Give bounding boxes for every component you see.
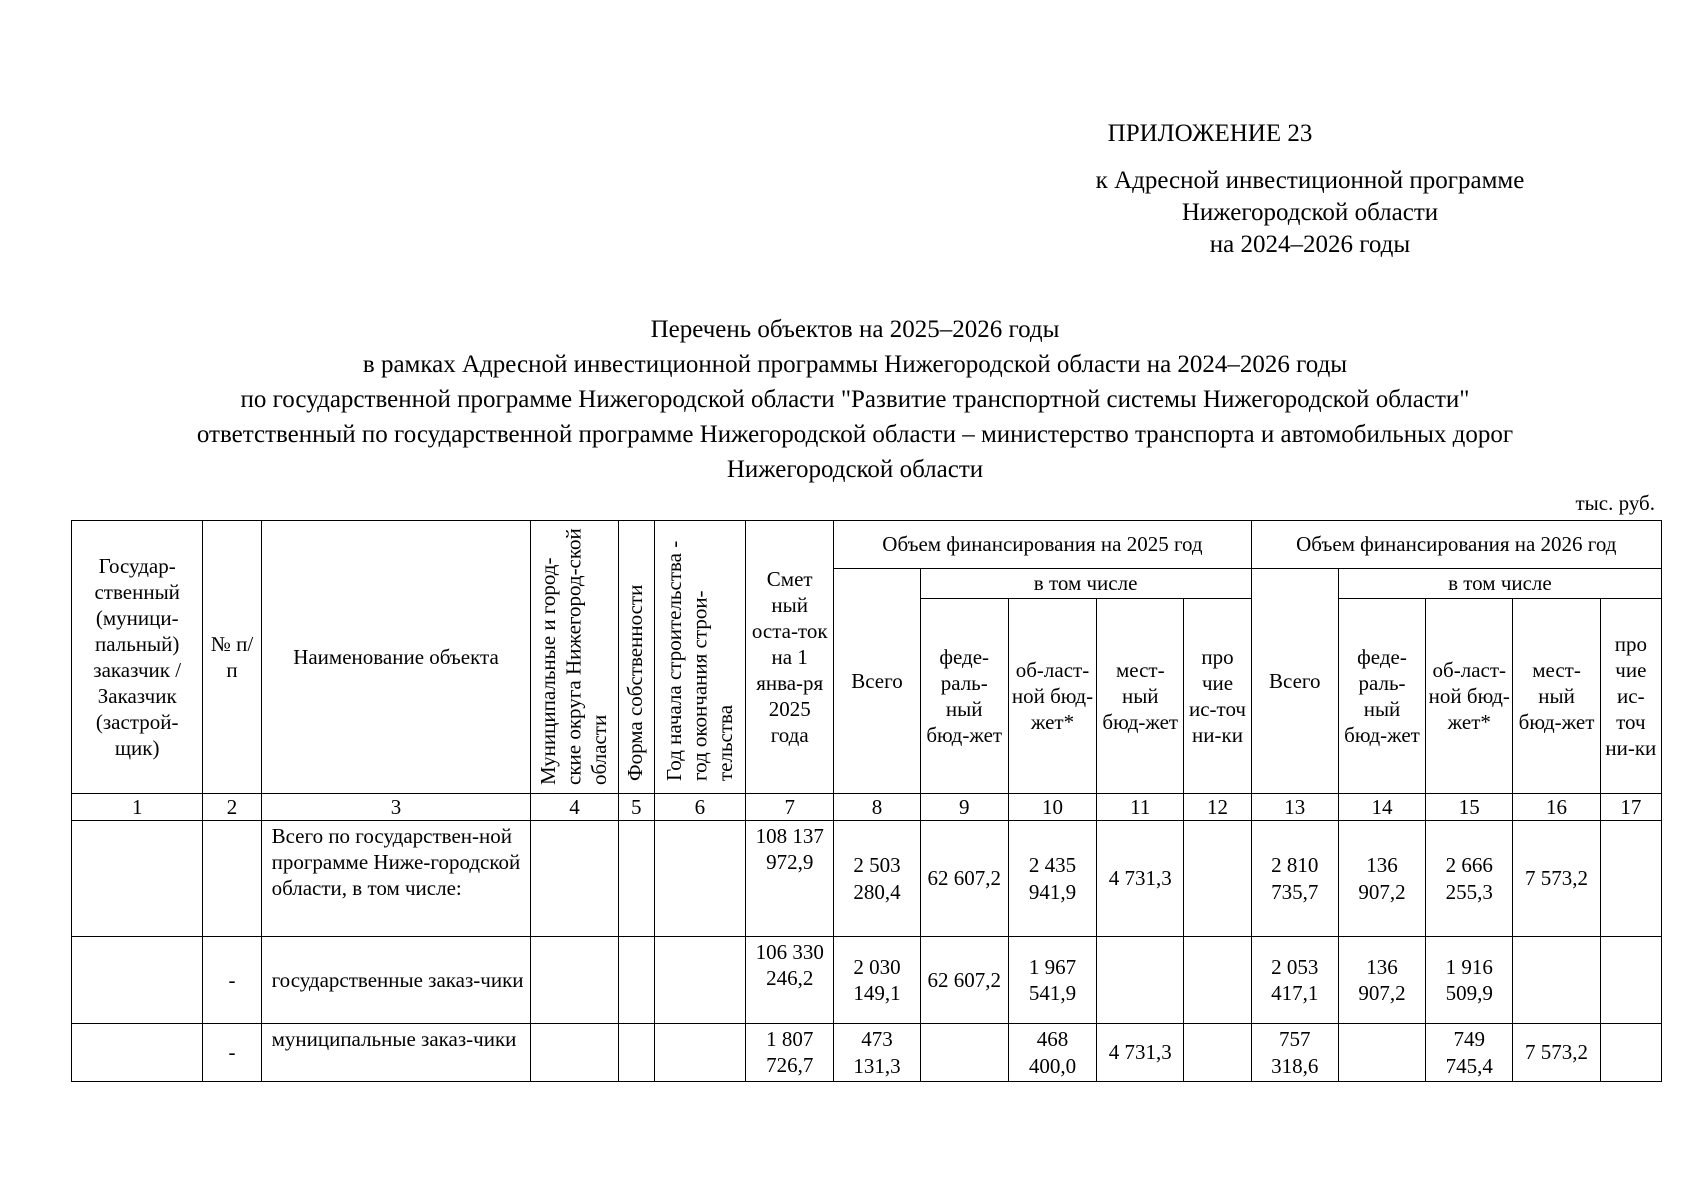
cell-other-2026 — [1600, 937, 1661, 1024]
cell-ownership — [618, 821, 654, 937]
cell-object-name: муниципальные заказ-чики — [261, 1024, 531, 1082]
header-years — [654, 521, 745, 794]
appendix-subtitle — [1010, 165, 1610, 261]
column-number: 11 — [1097, 794, 1184, 821]
table-row — [72, 821, 1662, 937]
cell-total-2025: 473 131,3 — [834, 1024, 920, 1082]
header-ownership-text: Форма собственности — [623, 584, 648, 781]
cell-total-2025: 2 030 149,1 — [834, 937, 920, 1024]
subtitle-line: Нижегородской области — [1181, 199, 1439, 226]
cell-years — [654, 821, 745, 937]
cell-estimate: 106 330 246,2 — [746, 937, 834, 1024]
column-number: 15 — [1426, 794, 1513, 821]
header-object-name: Наименование объекта — [261, 521, 531, 794]
column-number: 6 — [654, 794, 745, 821]
cell-regional-2025: 468 400,0 — [1008, 1024, 1096, 1082]
cell-local-2026 — [1513, 937, 1600, 1024]
cell-customer — [72, 937, 203, 1024]
cell-years — [654, 937, 745, 1024]
column-number: 9 — [920, 794, 1008, 821]
header-funding-2026: Объем финансирования на 2026 год — [1251, 521, 1661, 569]
title-line: Нижегородской области — [726, 456, 984, 483]
column-number: 5 — [618, 794, 654, 821]
cell-customer — [72, 821, 203, 937]
header-number: № п/п — [203, 521, 261, 794]
column-number: 17 — [1600, 794, 1661, 821]
header-funding-2025: Объем финансирования на 2025 год — [834, 521, 1251, 569]
header-including-2025: в том числе — [920, 569, 1251, 599]
document-title — [90, 312, 1620, 487]
cell-federal-2025 — [920, 1024, 1008, 1082]
cell-local-2026: 7 573,2 — [1513, 1024, 1600, 1082]
header-ownership — [618, 521, 654, 794]
header-row — [72, 521, 1662, 569]
column-number: 7 — [746, 794, 834, 821]
cell-municipality — [531, 1024, 618, 1082]
cell-federal-2025: 62 607,2 — [920, 937, 1008, 1024]
header-other-2025: про чие ис-точ ни-ки — [1184, 599, 1251, 794]
cell-regional-2025: 1 967 541,9 — [1008, 937, 1096, 1024]
header-total-2026: Всего — [1251, 569, 1338, 794]
cell-local-2025 — [1097, 937, 1184, 1024]
cell-number: - — [203, 937, 261, 1024]
cell-local-2025: 4 731,3 — [1097, 821, 1184, 937]
table-row — [72, 937, 1662, 1024]
cell-estimate: 1 807 726,7 — [746, 1024, 834, 1082]
cell-other-2026 — [1600, 1024, 1661, 1082]
header-years-text: Год начала строительства - год окончания строи-тельства — [661, 540, 737, 781]
column-number-row — [72, 794, 1662, 821]
title-line: по государственной программе Нижегородской области "Развитие транспортной системы Нижегородской области" — [240, 386, 1470, 413]
header-including-2026: в том числе — [1338, 569, 1661, 599]
cell-regional-2026: 1 916 509,9 — [1426, 937, 1513, 1024]
funding-table — [71, 520, 1662, 1082]
cell-estimate: 108 137 972,9 — [746, 821, 834, 937]
title-line: в рамках Адресной инвестиционной программы Нижегородской области на 2024–2026 годы — [362, 351, 1348, 378]
column-number: 1 — [72, 794, 203, 821]
cell-total-2026: 757 318,6 — [1251, 1024, 1338, 1082]
cell-total-2025: 2 503 280,4 — [834, 821, 920, 937]
cell-other-2025 — [1184, 1024, 1251, 1082]
cell-object-name: государственные заказ-чики — [261, 937, 531, 1024]
cell-other-2025 — [1184, 937, 1251, 1024]
title-line: Перечень объектов на 2025–2026 годы — [650, 316, 1060, 343]
cell-regional-2026: 2 666 255,3 — [1426, 821, 1513, 937]
cell-regional-2026: 749 745,4 — [1426, 1024, 1513, 1082]
column-number: 16 — [1513, 794, 1600, 821]
header-local-2025: мест-ный бюд-жет — [1097, 599, 1184, 794]
cell-federal-2026 — [1338, 1024, 1425, 1082]
header-total-2025: Всего — [834, 569, 920, 794]
header-federal-2026: феде-раль-ный бюд-жет — [1338, 599, 1425, 794]
cell-total-2026: 2 810 735,7 — [1251, 821, 1338, 937]
header-regional-2026: об-ласт-ной бюд-жет* — [1426, 599, 1513, 794]
cell-other-2025 — [1184, 821, 1251, 937]
column-number: 10 — [1008, 794, 1096, 821]
cell-other-2026 — [1600, 821, 1661, 937]
column-number: 14 — [1338, 794, 1425, 821]
subtitle-line: к Адресной инвестиционной программе — [1095, 167, 1525, 194]
column-number: 4 — [531, 794, 618, 821]
cell-total-2026: 2 053 417,1 — [1251, 937, 1338, 1024]
cell-ownership — [618, 937, 654, 1024]
appendix-label: ПРИЛОЖЕНИЕ 23 — [1107, 120, 1313, 147]
cell-federal-2026: 136 907,2 — [1338, 937, 1425, 1024]
cell-years — [654, 1024, 745, 1082]
cell-municipality — [531, 937, 618, 1024]
cell-regional-2025: 2 435 941,9 — [1008, 821, 1096, 937]
header-estimate: Смет ный оста-ток на 1 янва-ря 2025 года — [746, 521, 834, 794]
header-other-2026: про чие ис-точ ни-ки — [1600, 599, 1661, 794]
column-number: 8 — [834, 794, 920, 821]
column-number: 12 — [1184, 794, 1251, 821]
cell-federal-2026: 136 907,2 — [1338, 821, 1425, 937]
cell-number: - — [203, 1024, 261, 1082]
column-number: 13 — [1251, 794, 1338, 821]
header-local-2026: мест-ный бюд-жет — [1513, 599, 1600, 794]
header-municipality — [531, 521, 618, 794]
title-line: ответственный по государственной программе Нижегородской области – министерство транспорта и автомобильных дорог — [196, 421, 1514, 448]
cell-ownership — [618, 1024, 654, 1082]
cell-object-name: Всего по государствен-ной программе Ниже-городской области, в том числе: — [261, 821, 531, 937]
cell-federal-2025: 62 607,2 — [920, 821, 1008, 937]
cell-municipality — [531, 821, 618, 937]
header-customer: Государ-ственный (муници-пальный) заказчик / Заказчик (застрой-щик) — [72, 521, 203, 794]
table-row — [72, 1024, 1662, 1082]
header-federal-2025: феде-раль-ный бюд-жет — [920, 599, 1008, 794]
units-label: тыс. руб. — [1575, 491, 1655, 515]
cell-local-2025: 4 731,3 — [1097, 1024, 1184, 1082]
cell-local-2026: 7 573,2 — [1513, 821, 1600, 937]
header-regional-2025: об-ласт-ной бюд-жет* — [1008, 599, 1096, 794]
cell-customer — [72, 1024, 203, 1082]
header-municipality-text: Муниципальные и город-ские округа Нижегород-ской области — [536, 528, 612, 785]
column-number: 3 — [261, 794, 531, 821]
column-number: 2 — [203, 794, 261, 821]
cell-number — [203, 821, 261, 937]
subtitle-line: на 2024–2026 годы — [1209, 231, 1411, 258]
